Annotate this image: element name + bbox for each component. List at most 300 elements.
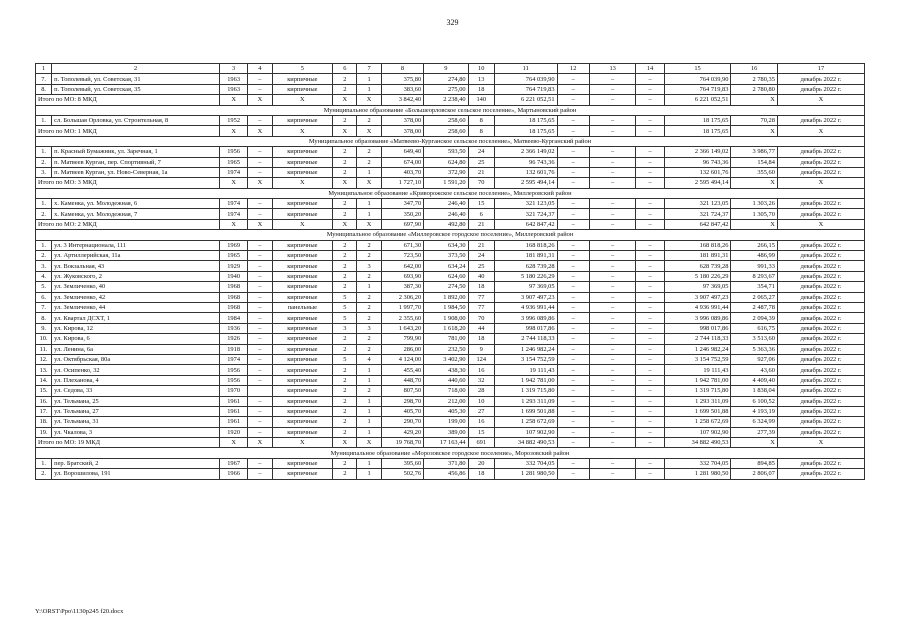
- table-cell: –: [248, 167, 272, 177]
- table-cell: 1970: [219, 386, 247, 396]
- table-cell: 2: [333, 427, 357, 437]
- subtotal-cell: X: [248, 95, 272, 105]
- table-cell: 628 739,28: [494, 261, 557, 271]
- table-cell: кирпичные: [272, 199, 333, 209]
- column-number-cell: 14: [636, 64, 664, 74]
- table-cell: 1956: [219, 365, 247, 375]
- table-cell: 1965: [219, 251, 247, 261]
- table-cell: 1: [357, 375, 381, 385]
- municipality-title: Муниципальное образование «Большеорловское сельское поселение», Мартыновский район: [36, 105, 865, 115]
- table-cell: декабрь 2022 г.: [777, 84, 864, 94]
- table-cell: декабрь 2022 г.: [777, 157, 864, 167]
- table-cell: –: [248, 323, 272, 333]
- subtotal-cell: –: [557, 95, 589, 105]
- table-cell: декабрь 2022 г.: [777, 344, 864, 354]
- building-address: х. Каменка, ул. Молодежная, 6: [52, 199, 220, 209]
- table-cell: –: [557, 396, 589, 406]
- table-cell: 132 601,76: [664, 167, 731, 177]
- table-cell: 1984: [219, 313, 247, 323]
- table-cell: декабрь 2022 г.: [777, 74, 864, 84]
- table-cell: –: [636, 251, 664, 261]
- table-cell: кирпичные: [272, 261, 333, 271]
- table-cell: –: [636, 344, 664, 354]
- subtotal-cell: X: [333, 126, 357, 136]
- subtotal-cell: –: [589, 126, 636, 136]
- table-cell: 1: [357, 365, 381, 375]
- table-cell: 1 246 982,24: [664, 344, 731, 354]
- table-cell: 383,60: [381, 84, 423, 94]
- table-cell: 1.: [36, 115, 52, 125]
- table-cell: 97 369,05: [494, 282, 557, 292]
- subtotal-cell: X: [731, 178, 778, 188]
- column-number-cell: 5: [272, 64, 333, 74]
- table-cell: –: [636, 157, 664, 167]
- table-cell: декабрь 2022 г.: [777, 209, 864, 219]
- table-cell: 764 719,83: [494, 84, 557, 94]
- table-cell: 77: [468, 302, 494, 312]
- table-cell: 1 246 982,24: [494, 344, 557, 354]
- building-row: [36, 375, 865, 385]
- table-cell: 2 744 118,33: [664, 334, 731, 344]
- table-cell: 616,75: [731, 323, 778, 333]
- table-cell: 1961: [219, 396, 247, 406]
- table-cell: 1966: [219, 469, 247, 479]
- table-cell: кирпичные: [272, 469, 333, 479]
- table-cell: 7.: [36, 74, 52, 84]
- table-cell: –: [589, 251, 636, 261]
- table-cell: 807,50: [381, 386, 423, 396]
- table-cell: –: [557, 74, 589, 84]
- column-number-row: [36, 64, 865, 74]
- table-cell: 1 281 980,50: [494, 469, 557, 479]
- table-cell: кирпичные: [272, 354, 333, 364]
- table-cell: –: [248, 469, 272, 479]
- table-cell: 2 806,07: [731, 469, 778, 479]
- subtotal-cell: X: [777, 219, 864, 229]
- table-cell: кирпичные: [272, 386, 333, 396]
- table-cell: декабрь 2022 г.: [777, 282, 864, 292]
- table-cell: 15: [468, 199, 494, 209]
- column-number-cell: 1: [36, 64, 52, 74]
- column-number-cell: 7: [357, 64, 381, 74]
- table-cell: –: [589, 323, 636, 333]
- table-cell: 1 942 781,00: [664, 375, 731, 385]
- table-cell: 2: [333, 209, 357, 219]
- table-cell: –: [636, 292, 664, 302]
- subtotal-cell: X: [272, 178, 333, 188]
- column-number-cell: 12: [557, 64, 589, 74]
- table-cell: 3.: [36, 167, 52, 177]
- table-cell: –: [636, 417, 664, 427]
- table-cell: 3 154 752,59: [664, 354, 731, 364]
- table-cell: –: [589, 458, 636, 468]
- table-cell: 19 111,43: [664, 365, 731, 375]
- table-cell: 8.: [36, 313, 52, 323]
- column-number-cell: 8: [381, 64, 423, 74]
- table-cell: 1 643,20: [381, 323, 423, 333]
- table-cell: кирпичные: [272, 323, 333, 333]
- table-cell: 1 997,70: [381, 302, 423, 312]
- table-cell: –: [636, 427, 664, 437]
- table-cell: 1: [357, 209, 381, 219]
- subtotal-row: [36, 438, 865, 448]
- subtotal-cell: 34 882 490,53: [664, 438, 731, 448]
- building-row: [36, 365, 865, 375]
- table-cell: 18: [468, 282, 494, 292]
- table-cell: 2: [333, 396, 357, 406]
- subtotal-cell: 6 221 052,51: [494, 95, 557, 105]
- table-cell: 2 065,27: [731, 292, 778, 302]
- table-cell: 6 100,52: [731, 396, 778, 406]
- table-cell: 3 996 089,86: [664, 313, 731, 323]
- table-cell: 4 936 991,44: [664, 302, 731, 312]
- table-cell: 6: [468, 209, 494, 219]
- building-row: [36, 84, 865, 94]
- subtotal-label: Итого по МО: 2 МКД: [36, 219, 220, 229]
- table-cell: 674,00: [381, 157, 423, 167]
- table-cell: декабрь 2022 г.: [777, 261, 864, 271]
- municipality-section-row: [36, 230, 865, 240]
- building-address: ул. Артиллерийская, 11а: [52, 251, 220, 261]
- table-cell: декабрь 2022 г.: [777, 354, 864, 364]
- subtotal-cell: X: [357, 219, 381, 229]
- table-cell: 332 704,05: [494, 458, 557, 468]
- table-cell: 181 891,31: [664, 251, 731, 261]
- table-cell: 2: [357, 292, 381, 302]
- table-cell: кирпичные: [272, 375, 333, 385]
- table-cell: кирпичные: [272, 334, 333, 344]
- table-cell: 25: [468, 261, 494, 271]
- table-cell: 2: [333, 147, 357, 157]
- table-cell: 2: [333, 251, 357, 261]
- table-cell: 395,60: [381, 458, 423, 468]
- table-cell: 154,84: [731, 157, 778, 167]
- table-cell: кирпичные: [272, 251, 333, 261]
- table-cell: 20: [468, 458, 494, 468]
- table-cell: 2 094,39: [731, 313, 778, 323]
- table-cell: 32: [468, 375, 494, 385]
- table-cell: кирпичные: [272, 427, 333, 437]
- table-cell: 181 891,31: [494, 251, 557, 261]
- table-cell: 723,50: [381, 251, 423, 261]
- building-address: п. Матвеев Курган, ул. Ново-Северная, 1а: [52, 167, 220, 177]
- table-cell: 5: [333, 292, 357, 302]
- column-number-cell: 13: [589, 64, 636, 74]
- table-cell: 2.: [36, 209, 52, 219]
- table-cell: –: [636, 147, 664, 157]
- table-cell: 2: [333, 469, 357, 479]
- table-cell: панельные: [272, 302, 333, 312]
- table-cell: декабрь 2022 г.: [777, 240, 864, 250]
- table-cell: 96 743,36: [494, 157, 557, 167]
- table-cell: 1918: [219, 344, 247, 354]
- table-cell: –: [248, 417, 272, 427]
- table-cell: –: [557, 84, 589, 94]
- table-cell: 24: [468, 251, 494, 261]
- table-cell: 350,20: [381, 209, 423, 219]
- table-cell: 634,24: [424, 261, 468, 271]
- table-cell: 2: [333, 115, 357, 125]
- table-cell: 1 303,26: [731, 199, 778, 209]
- subtotal-row: [36, 95, 865, 105]
- subtotal-cell: –: [636, 178, 664, 188]
- table-cell: 290,70: [381, 417, 423, 427]
- subtotal-cell: 492,80: [424, 219, 468, 229]
- municipality-title: Муниципальное образование «Миллеровское городское поселение», Миллеровский район: [36, 230, 865, 240]
- table-cell: 321 724,37: [664, 209, 731, 219]
- table-cell: 642,00: [381, 261, 423, 271]
- table-cell: 1: [357, 396, 381, 406]
- column-number-cell: 11: [494, 64, 557, 74]
- subtotal-cell: X: [357, 178, 381, 188]
- table-cell: кирпичные: [272, 209, 333, 219]
- table-cell: 5 180 226,29: [664, 271, 731, 281]
- table-cell: 96 743,36: [664, 157, 731, 167]
- table-cell: 3 402,90: [424, 354, 468, 364]
- table-cell: 77: [468, 292, 494, 302]
- table-cell: 2: [333, 365, 357, 375]
- table-cell: 4: [357, 354, 381, 364]
- subtotal-cell: X: [333, 219, 357, 229]
- table-cell: –: [248, 354, 272, 364]
- building-row: [36, 396, 865, 406]
- column-number-cell: 16: [731, 64, 778, 74]
- table-cell: декабрь 2022 г.: [777, 271, 864, 281]
- table-cell: 18 175,65: [664, 115, 731, 125]
- subtotal-cell: 378,00: [381, 126, 423, 136]
- table-cell: 456,86: [424, 469, 468, 479]
- table-cell: 13: [468, 74, 494, 84]
- building-address: ул. Чкалова, 3: [52, 427, 220, 437]
- subtotal-row: [36, 178, 865, 188]
- table-cell: 355,60: [731, 167, 778, 177]
- table-cell: –: [557, 313, 589, 323]
- table-cell: 1.: [36, 147, 52, 157]
- table-cell: 3.: [36, 261, 52, 271]
- table-cell: кирпичные: [272, 458, 333, 468]
- table-cell: 438,30: [424, 365, 468, 375]
- table-cell: 5 180 226,29: [494, 271, 557, 281]
- table-cell: 991,33: [731, 261, 778, 271]
- table-cell: 1974: [219, 199, 247, 209]
- table-cell: 4 936 991,44: [494, 302, 557, 312]
- table-cell: –: [589, 313, 636, 323]
- table-cell: 2: [357, 115, 381, 125]
- subtotal-cell: X: [777, 438, 864, 448]
- table-cell: –: [636, 84, 664, 94]
- table-cell: 28: [468, 386, 494, 396]
- building-row: [36, 199, 865, 209]
- table-cell: –: [557, 354, 589, 364]
- table-cell: –: [557, 406, 589, 416]
- table-cell: 1940: [219, 271, 247, 281]
- table-cell: кирпичные: [272, 271, 333, 281]
- table-cell: 5: [333, 313, 357, 323]
- building-address: ул. Вокзальная, 43: [52, 261, 220, 271]
- subtotal-cell: 697,90: [381, 219, 423, 229]
- subtotal-cell: 140: [468, 95, 494, 105]
- table-cell: 718,00: [424, 386, 468, 396]
- table-cell: декабрь 2022 г.: [777, 417, 864, 427]
- table-cell: 998 017,86: [664, 323, 731, 333]
- table-cell: –: [557, 157, 589, 167]
- table-cell: 373,50: [424, 251, 468, 261]
- footer-file-path: Y:\ORST\Ppo\1130p245 f20.docx: [35, 608, 124, 615]
- table-cell: кирпичные: [272, 417, 333, 427]
- table-cell: –: [557, 115, 589, 125]
- table-cell: 403,70: [381, 167, 423, 177]
- subtotal-cell: 1 591,20: [424, 178, 468, 188]
- table-cell: 8.: [36, 84, 52, 94]
- table-cell: 168 818,26: [664, 240, 731, 250]
- table-cell: 1 258 672,69: [664, 417, 731, 427]
- table-cell: 2: [333, 386, 357, 396]
- subtotal-cell: 258,60: [424, 126, 468, 136]
- table-cell: –: [636, 209, 664, 219]
- table-cell: 12.: [36, 354, 52, 364]
- table-cell: 2: [333, 282, 357, 292]
- table-cell: 3 996 089,86: [494, 313, 557, 323]
- table-cell: 405,70: [381, 406, 423, 416]
- subtotal-label: Итого по МО: 3 МКД: [36, 178, 220, 188]
- column-number-cell: 4: [248, 64, 272, 74]
- table-cell: 764 039,90: [494, 74, 557, 84]
- subtotal-cell: 17 163,44: [424, 438, 468, 448]
- table-cell: кирпичные: [272, 167, 333, 177]
- table-cell: 1 258 672,69: [494, 417, 557, 427]
- table-cell: –: [248, 458, 272, 468]
- table-cell: –: [589, 115, 636, 125]
- building-address: ул. Тельмана, 31: [52, 417, 220, 427]
- building-row: [36, 386, 865, 396]
- table-cell: –: [557, 292, 589, 302]
- table-cell: –: [248, 334, 272, 344]
- table-cell: 502,76: [381, 469, 423, 479]
- table-cell: 246,40: [424, 199, 468, 209]
- table-cell: 286,00: [381, 344, 423, 354]
- subtotal-cell: 34 882 490,53: [494, 438, 557, 448]
- building-row: [36, 302, 865, 312]
- table-cell: 1 908,00: [424, 313, 468, 323]
- table-cell: 1 892,00: [424, 292, 468, 302]
- subtotal-cell: X: [272, 219, 333, 229]
- table-cell: 1920: [219, 427, 247, 437]
- table-cell: 107 902,90: [494, 427, 557, 437]
- table-cell: 3 513,60: [731, 334, 778, 344]
- building-address: ул. Ворошилова, 191: [52, 469, 220, 479]
- building-row: [36, 344, 865, 354]
- table-cell: 1: [357, 199, 381, 209]
- table-cell: 2: [357, 251, 381, 261]
- table-cell: 2 306,20: [381, 292, 423, 302]
- table-cell: 14.: [36, 375, 52, 385]
- table-cell: 2 780,80: [731, 84, 778, 94]
- table-cell: 894,85: [731, 458, 778, 468]
- table-cell: 43,60: [731, 365, 778, 375]
- table-cell: 277,39: [731, 427, 778, 437]
- column-number-cell: 17: [777, 64, 864, 74]
- table-cell: –: [557, 375, 589, 385]
- table-cell: 1.: [36, 199, 52, 209]
- table-cell: –: [557, 209, 589, 219]
- municipality-section-row: [36, 105, 865, 115]
- table-cell: 2 744 118,33: [494, 334, 557, 344]
- table-cell: 2: [357, 344, 381, 354]
- table-cell: 387,30: [381, 282, 423, 292]
- table-cell: 799,90: [381, 334, 423, 344]
- table-cell: –: [589, 240, 636, 250]
- subtotal-cell: –: [636, 219, 664, 229]
- table-cell: 2: [357, 147, 381, 157]
- building-row: [36, 271, 865, 281]
- table-cell: 5.: [36, 282, 52, 292]
- table-cell: 2: [333, 344, 357, 354]
- table-cell: –: [589, 396, 636, 406]
- table-cell: –: [589, 375, 636, 385]
- table-cell: декабрь 2022 г.: [777, 302, 864, 312]
- table-cell: 21: [468, 167, 494, 177]
- table-cell: декабрь 2022 г.: [777, 199, 864, 209]
- table-cell: 1963: [219, 84, 247, 94]
- building-address: ул. Тельмана, 25: [52, 396, 220, 406]
- table-cell: –: [557, 147, 589, 157]
- table-cell: –: [636, 386, 664, 396]
- table-cell: 3: [333, 323, 357, 333]
- subtotal-cell: –: [557, 219, 589, 229]
- table-cell: –: [557, 344, 589, 354]
- table-cell: 168 818,26: [494, 240, 557, 250]
- table-cell: кирпичные: [272, 84, 333, 94]
- table-cell: –: [248, 406, 272, 416]
- table-cell: декабрь 2022 г.: [777, 292, 864, 302]
- page-number: 329: [446, 18, 459, 27]
- table-cell: 440,60: [424, 375, 468, 385]
- table-cell: –: [636, 396, 664, 406]
- subtotal-cell: X: [357, 95, 381, 105]
- table-cell: 628 739,28: [664, 261, 731, 271]
- building-row: [36, 261, 865, 271]
- table-cell: –: [589, 157, 636, 167]
- table-cell: –: [636, 313, 664, 323]
- table-cell: 2: [333, 240, 357, 250]
- table-cell: 455,40: [381, 365, 423, 375]
- table-cell: –: [589, 199, 636, 209]
- table-cell: –: [248, 313, 272, 323]
- table-cell: 13.: [36, 365, 52, 375]
- table-cell: 3: [357, 323, 381, 333]
- municipality-section-row: [36, 448, 865, 458]
- subtotal-cell: X: [272, 126, 333, 136]
- table-cell: 5: [333, 302, 357, 312]
- subtotal-row: [36, 219, 865, 229]
- table-cell: 2: [333, 261, 357, 271]
- table-cell: декабрь 2022 г.: [777, 458, 864, 468]
- table-cell: декабрь 2022 г.: [777, 323, 864, 333]
- table-cell: 927,06: [731, 354, 778, 364]
- table-cell: 764 039,90: [664, 74, 731, 84]
- table-cell: –: [248, 240, 272, 250]
- building-address: ул. Кирова, 12: [52, 323, 220, 333]
- table-cell: 2: [333, 84, 357, 94]
- table-cell: 5 363,36: [731, 344, 778, 354]
- subtotal-cell: 19 768,70: [381, 438, 423, 448]
- table-cell: кирпичные: [272, 292, 333, 302]
- table-cell: 321 724,37: [494, 209, 557, 219]
- table-cell: 2 780,35: [731, 74, 778, 84]
- table-cell: 1: [357, 282, 381, 292]
- table-cell: 624,80: [424, 157, 468, 167]
- table-cell: 24: [468, 147, 494, 157]
